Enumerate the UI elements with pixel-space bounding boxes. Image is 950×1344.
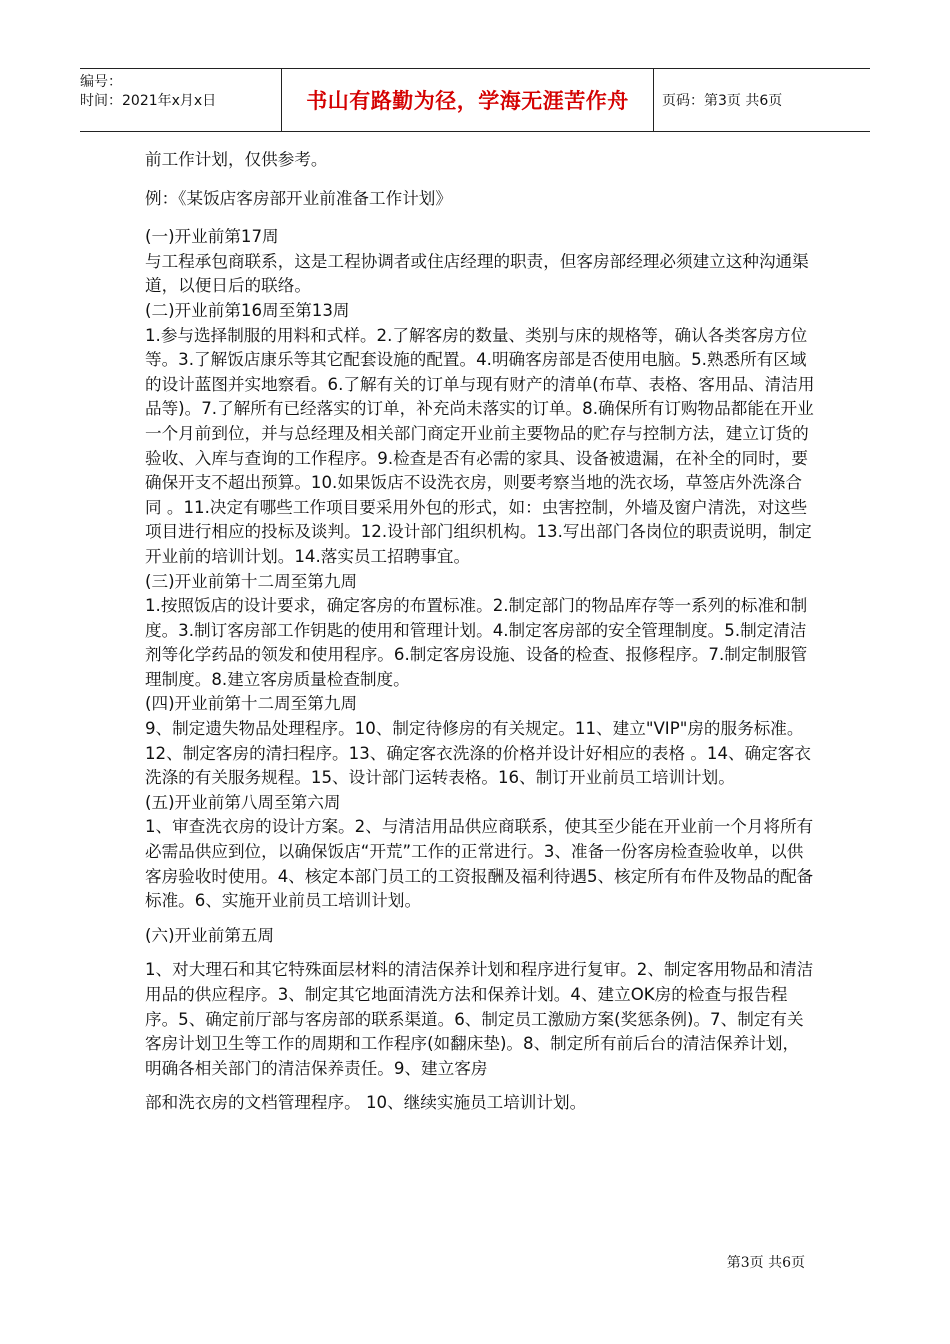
header-meta [80, 69, 282, 131]
section-2-text: 1.参与选择制服的用料和式样。2.了解客房的数量、类别与床的规格等，确认各类客房方位等。3.了解饭店康乐等其它配套设施的配置。4.明确客房部是否使用电脑。5.熟悉所有区域的设计蓝图并实地察看。6.了解有关的订单与现有财产的清单(布草、表格、客用品、清洁用品等)。7.了解所有已经落实的订单，补充尚未落实的订单。8.确保所有订购物品都能在开业一个月前到位，并与总经理及相关部门商定开业前主要物品的贮存与控制方法，建立订货的验收、入库与查询的工作程序。9.检查是否有必需的家具、设备被遗漏，在补全的同时，要确保开支不超出预算。10.如果饭店不设洗衣房，则要考察当地的洗衣场，草签店外洗涤合同 。11.决定有哪些工作项目要采用外包的形式，如：虫害控制，外墙及窗户清洗，对这些项目进行相应的投标及谈判。12.设计部门组织机构。13.写出部门各岗位的职责说明，制定开业前的培训计划。14.落实员工招聘事宜。 [145, 325, 815, 566]
section-5-heading: (五)开业前第八周至第六周 [145, 792, 341, 812]
section-6-text: 1、对大理石和其它特殊面层材料的清洁保养计划和程序进行复审。2、制定客用物品和清洁用品的供应程序。3、制定其它地面清洗方法和保养计划。4、建立OK房的检查与报告程序。5、确定前厅部与客房部的联系渠道。6、制定员工激励方案(奖惩条例)。7、制定有关客房计划卫生等工作的周期和工作程序(如翻床垫)。8、制定所有前后台的清洁保养计划，明确各相关部门的清洁保养责任。9、建立客房 [145, 960, 814, 1078]
section-3-text: 1.按照饭店的设计要求，确定客房的布置标准。2.制定部门的物品库存等一系列的标准和制度。3.制订客房部工作钥匙的使用和管理计划。4.制定客房部的安全管理制度。5.制定清洁剂等化学药品的领发和使用程序。6.制定客房设施、设备的检查、报修程序。7.制定制服管理制度。8.建立客房质量检查制度。 [145, 596, 808, 689]
document-date: 时间：2021年x月x日 [80, 93, 217, 109]
section-5-text: 1、审查洗衣房的设计方案。2、与清洁用品供应商联系，使其至少能在开业前一个月将所有必需品供应到位，以确保饭店“开荒”工作的正常进行。3、准备一份客房检查验收单，以供客房验收时使用。4、核定本部门员工的工资报酬及福利待遇5、核定所有布件及物品的配备标准。6、实施开业前员工培训计划。 [145, 817, 814, 911]
section-4-heading: (四)开业前第十二周至第九周 [145, 694, 358, 714]
document-body [145, 148, 815, 1116]
section-3-heading: (三)开业前第十二周至第九周 [145, 571, 358, 591]
section-1-text: 与工程承包商联系，这是工程协调者或住店经理的职责，但客房部经理必须建立这种沟通渠道，以便日后的联络。 [145, 251, 809, 296]
document-number-label: 编号： [80, 74, 122, 90]
header-motto: 书山有路勤为径，学海无涯苦作舟 [282, 69, 654, 131]
page-header [80, 68, 870, 132]
section-2-heading: (二)开业前第16周至第13周 [145, 300, 350, 320]
page-footer: 第3页 共6页 [726, 1255, 805, 1271]
header-page-info: 页码：第3页 共6页 [662, 93, 783, 109]
example-title: 例：《某饭店客房部开业前准备工作计划》 [145, 188, 452, 208]
intro-text: 前工作计划，仅供参考。 [145, 150, 328, 169]
section-4-text: 9、制定遗失物品处理程序。10、制定待修房的有关规定。11、建立"VIP"房的服务标准。12、制定客房的清扫程序。13、确定客衣洗涤的价格并设计好相应的表格 。14、确定客衣洗涤的有关服务规程。15、设计部门运转表格。16、制订开业前员工培训计划。 [145, 719, 811, 788]
section-1-heading: (一)开业前第17周 [145, 227, 279, 247]
section-6-heading: (六)开业前第五周 [145, 925, 275, 945]
section-6-text-end: 部和洗衣房的文档管理程序。 10、继续实施员工培训计划。 [145, 1093, 587, 1113]
